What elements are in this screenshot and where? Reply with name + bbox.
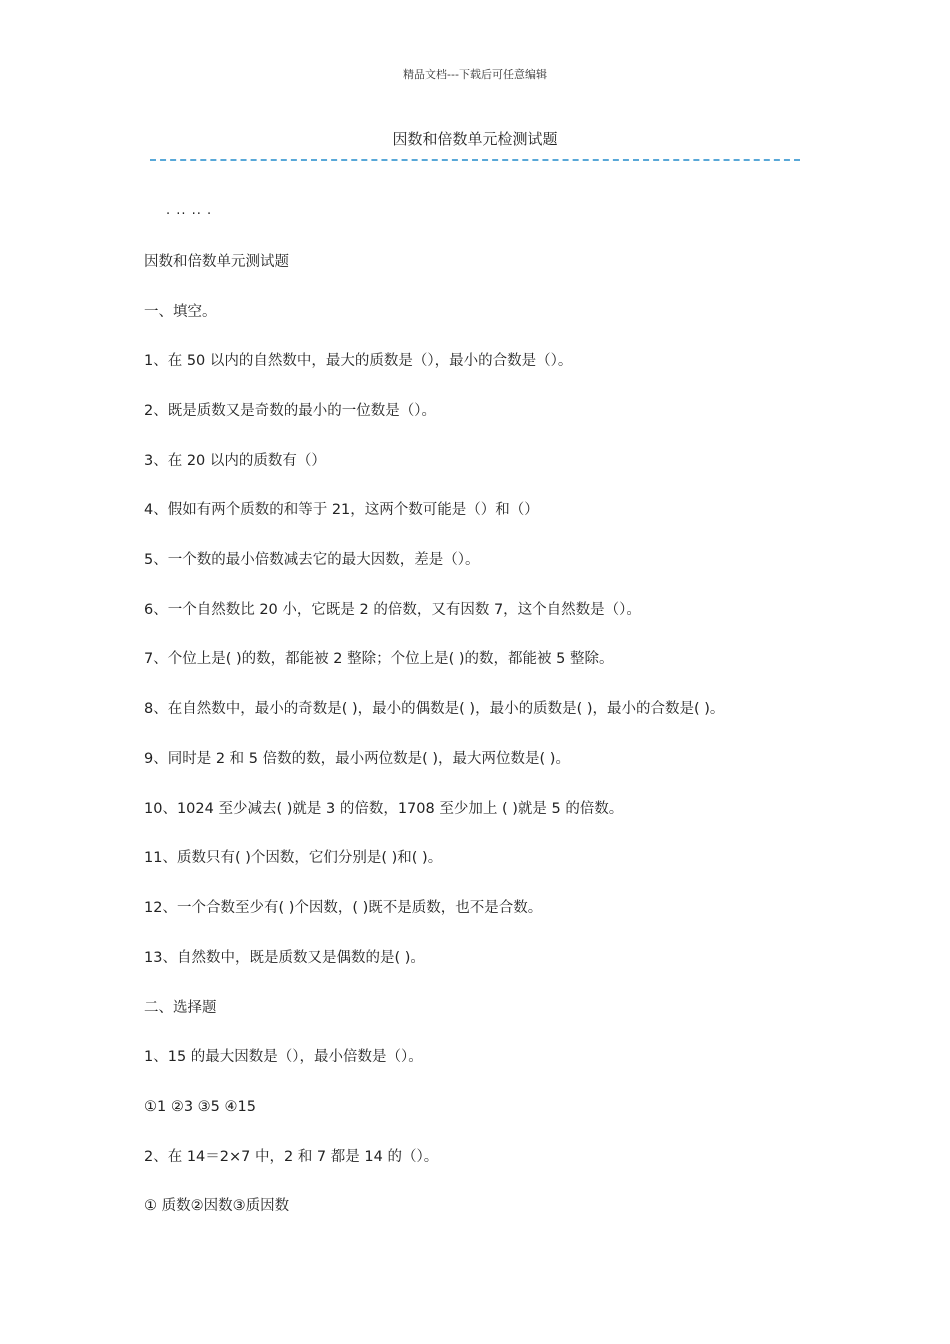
question-line: 7、个位上是( )的数，都能被 2 整除；个位上是( )的数，都能被 5 整除。 — [144, 651, 614, 667]
dots-separator: . .. .. . — [166, 203, 213, 218]
section-heading: 二、选择题 — [144, 1000, 217, 1016]
question-line: 6、一个自然数比 20 小，它既是 2 的倍数，又有因数 7，这个自然数是（）。 — [144, 602, 641, 618]
question-line: 2、既是质数又是奇数的最小的一位数是（）。 — [144, 403, 436, 419]
section-heading: 因数和倍数单元测试题 — [144, 254, 289, 270]
answer-options: ① 质数②因数③质因数 — [144, 1198, 290, 1214]
question-line: 1、在 50 以内的自然数中，最大的质数是（），最小的合数是（）。 — [144, 353, 573, 369]
question-line: 2、在 14＝2×7 中，2 和 7 都是 14 的（）。 — [144, 1149, 439, 1165]
question-line: 4、假如有两个质数的和等于 21，这两个数可能是（）和（） — [144, 502, 539, 518]
question-line: 10、1024 至少减去( )就是 3 的倍数，1708 至少加上 ( )就是 5 的倍数。 — [144, 801, 624, 817]
question-line: 8、在自然数中，最小的奇数是( )，最小的偶数是( )，最小的质数是( )，最小的合数是( )。 — [144, 701, 725, 717]
question-line: 9、同时是 2 和 5 倍数的数，最小两位数是( )，最大两位数是( )。 — [144, 751, 570, 767]
question-line: 12、一个合数至少有( )个因数，( )既不是质数，也不是合数。 — [144, 900, 543, 916]
question-line: 3、在 20 以内的质数有（） — [144, 453, 326, 469]
question-line: 5、一个数的最小倍数减去它的最大因数，差是（）。 — [144, 552, 480, 568]
section-heading: 一、填空。 — [144, 304, 217, 320]
question-line: 1、15 的最大因数是（），最小倍数是（）。 — [144, 1049, 423, 1065]
document-title: 因数和倍数单元检测试题 — [392, 130, 558, 148]
question-line: 13、自然数中，既是质数又是偶数的是( )。 — [144, 950, 425, 966]
title-divider — [150, 159, 800, 161]
question-line: 11、质数只有( )个因数，它们分别是( )和( )。 — [144, 850, 443, 866]
header-note: 精品文档---下载后可任意编辑 — [403, 68, 547, 81]
answer-options: ①1 ②3 ③5 ④15 — [144, 1099, 256, 1115]
